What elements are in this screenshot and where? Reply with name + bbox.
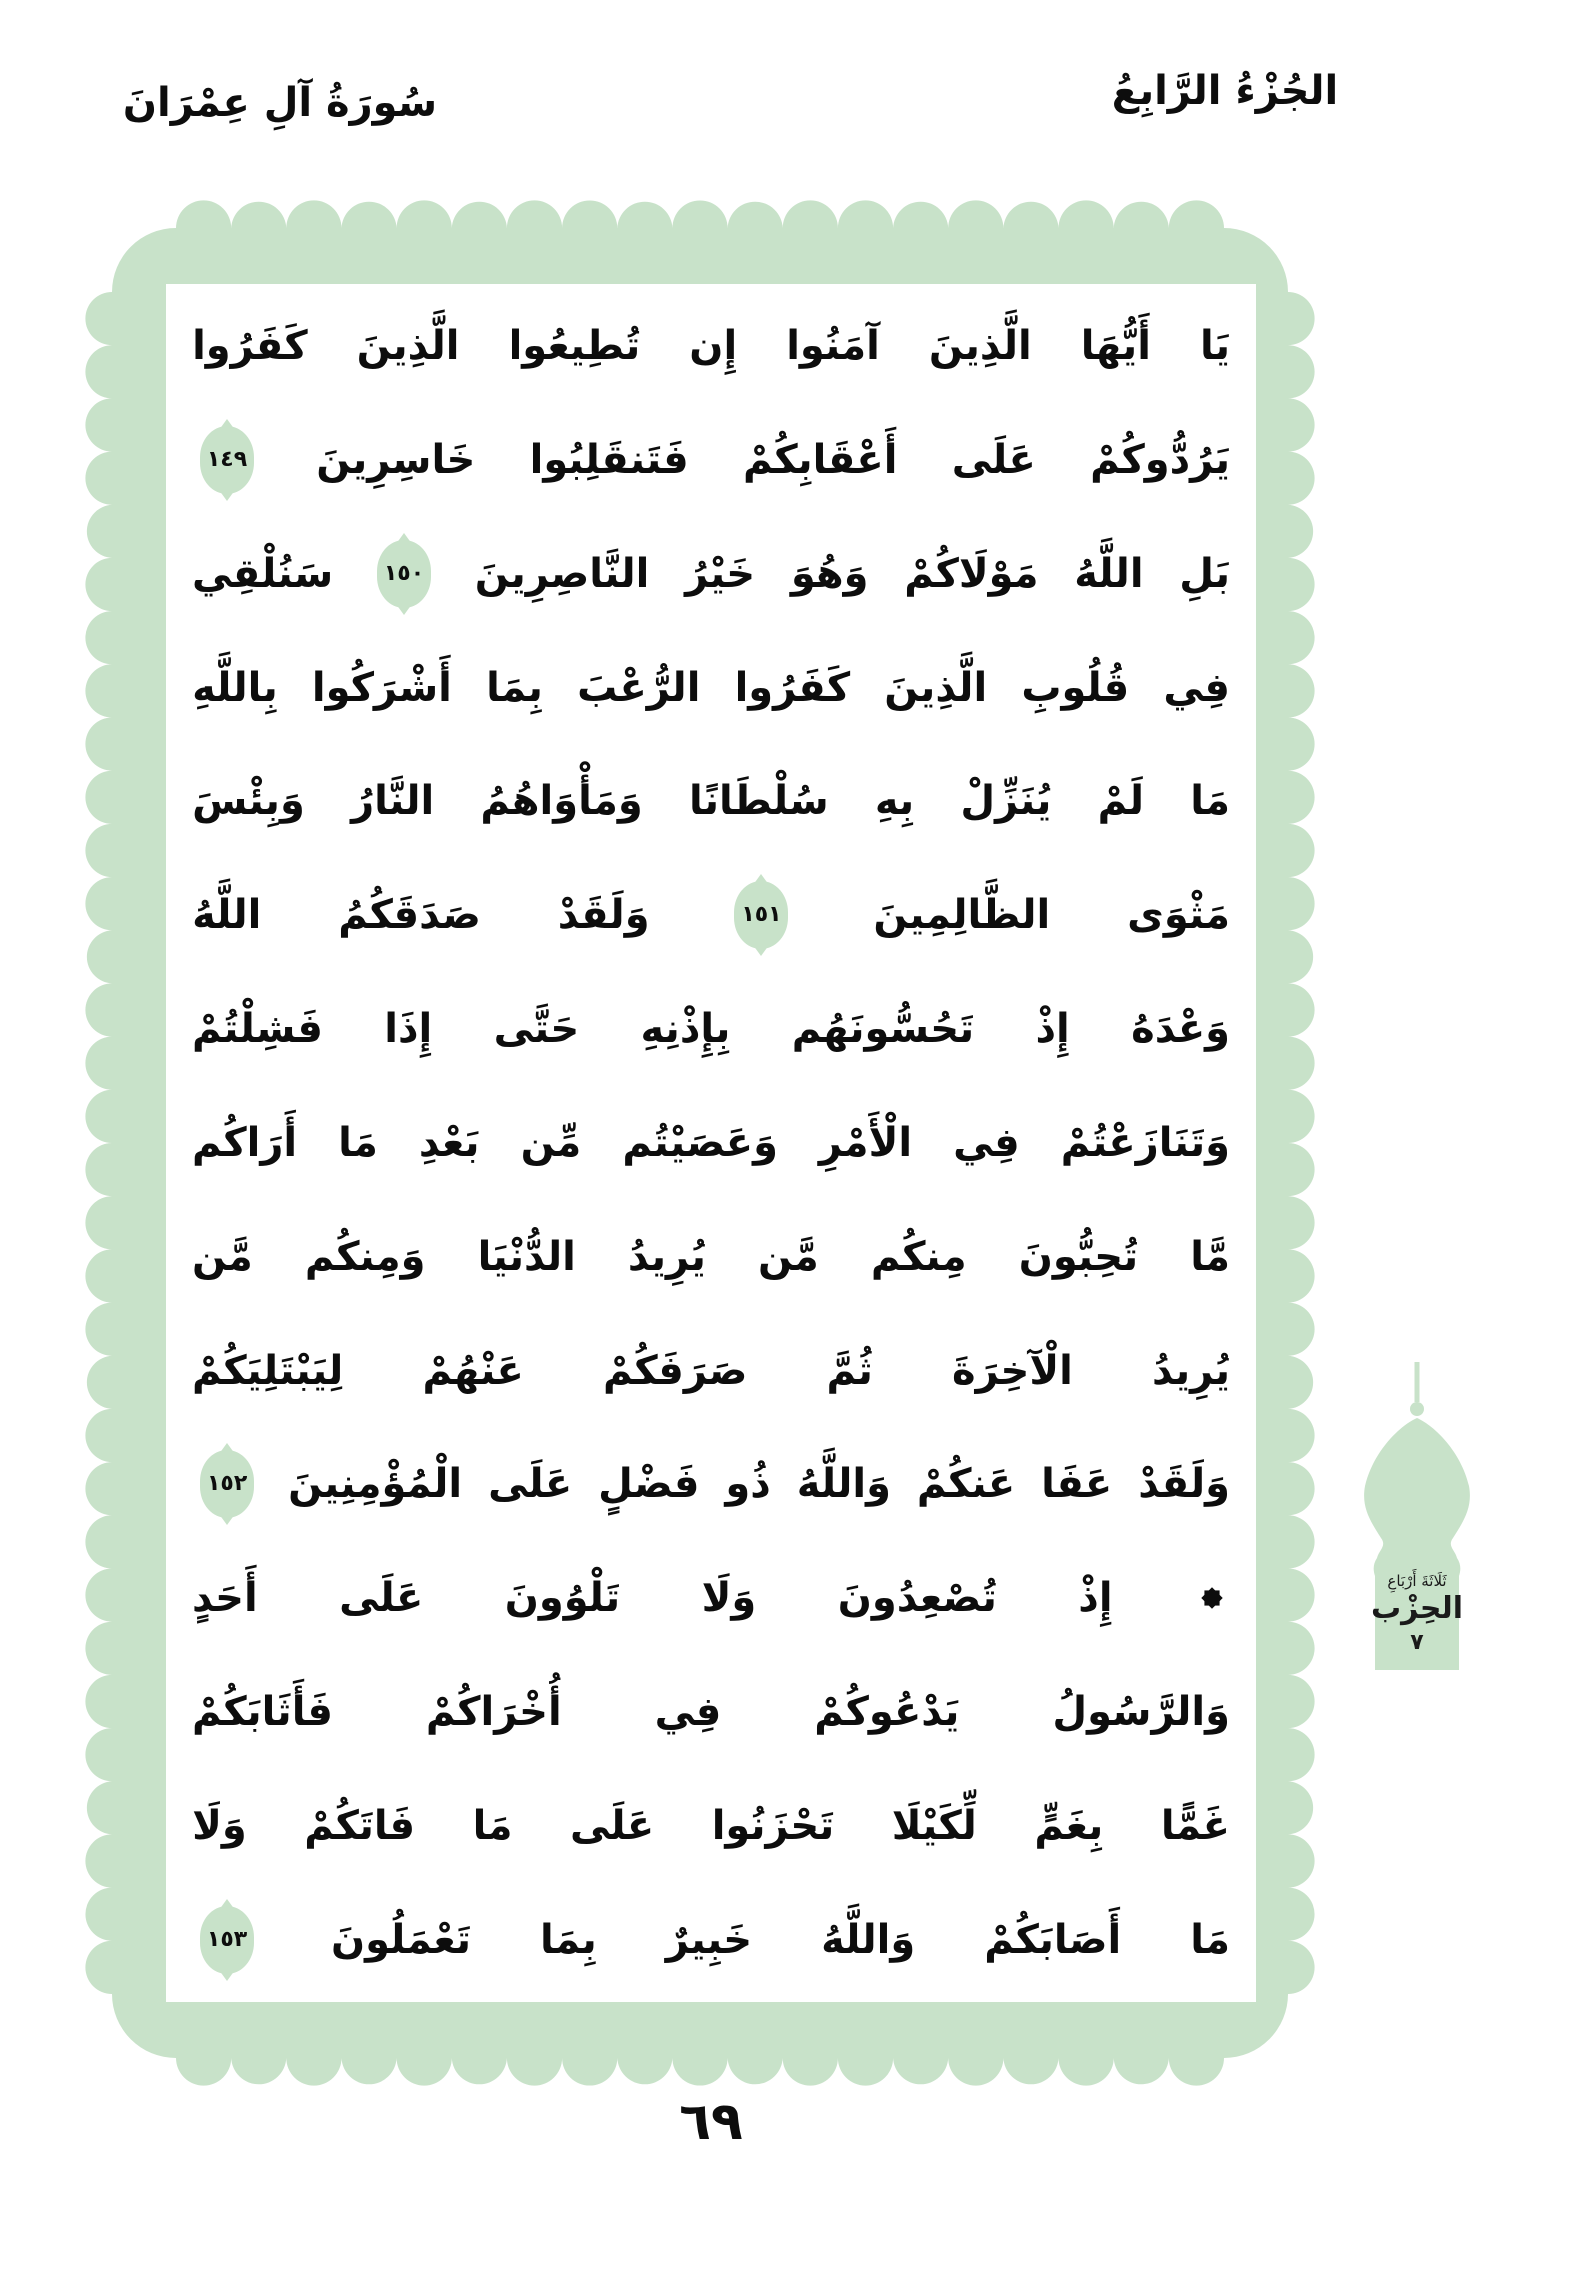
- quran-word: غَمًّا: [1160, 1802, 1230, 1849]
- quran-word: خَاسِرِينَ: [316, 436, 476, 483]
- mushaf-line: [192, 408, 1230, 512]
- quran-word: أَحَدٍ: [192, 1575, 258, 1622]
- rub-el-hizb-icon: [1198, 1584, 1226, 1612]
- quran-word: تَحْزَنُوا: [711, 1802, 835, 1849]
- quran-word: خَيْرُ: [685, 550, 756, 597]
- quran-word: أَعْقَابِكُمْ: [742, 436, 898, 483]
- quran-word: تُصْعِدُونَ: [837, 1575, 997, 1622]
- quran-word: بِمَا: [539, 1916, 597, 1963]
- ayah-number: ١٤٩: [206, 446, 248, 472]
- quran-word: النَّاصِرِينَ: [474, 550, 650, 597]
- mushaf-line: [192, 749, 1230, 853]
- quran-word: وَاللَّهُ: [796, 1461, 891, 1508]
- quran-word: بِغَمٍّ: [1034, 1802, 1104, 1849]
- quran-word: تُحِبُّونَ: [1018, 1233, 1139, 1280]
- quran-word: سَنُلْقِي: [192, 550, 334, 597]
- quran-word: صَرَفَكُمْ: [603, 1347, 748, 1394]
- quran-word: الْأَمْرِ: [818, 1119, 913, 1166]
- quran-word: الَّذِينَ: [884, 664, 988, 711]
- quran-word: أَصَابَكُمْ: [984, 1916, 1122, 1963]
- mushaf-line: [192, 1432, 1230, 1536]
- quran-word: وَعْدَهُ: [1131, 1006, 1230, 1053]
- quran-word: مَا: [1190, 1916, 1230, 1963]
- ayah-number: ١٥٣: [206, 1926, 248, 1952]
- quran-word: لَمْ: [1097, 778, 1144, 825]
- ayah-number-marker: [377, 540, 431, 608]
- quran-word: إِذْ: [1035, 1006, 1070, 1053]
- mushaf-line: [192, 863, 1230, 967]
- mushaf-line: [192, 1888, 1230, 1992]
- quran-word: اللَّهُ: [192, 892, 262, 939]
- quran-word: وَمَأْوَاهُمُ: [480, 778, 643, 825]
- quran-word: وَعَصَيْتُم: [622, 1119, 778, 1166]
- quran-word: إِذَا: [384, 1006, 433, 1053]
- quran-word: وَبِئْسَ: [192, 778, 305, 825]
- quran-word: مَثْوَى: [1127, 892, 1230, 939]
- quran-word: وَالرَّسُولُ: [1052, 1689, 1230, 1736]
- ayah-number: ١٥١: [741, 902, 782, 928]
- quran-word: مَّا: [1190, 1233, 1230, 1280]
- quran-word: أَرَاكُم: [192, 1119, 298, 1166]
- hizb-quarter-marker: [1341, 1362, 1493, 1670]
- ayah-number: ١٥٠: [383, 560, 425, 586]
- quran-word: كَفَرُوا: [734, 664, 851, 711]
- quran-word: بَلِ: [1179, 550, 1230, 597]
- quran-word: وَلَا: [701, 1575, 757, 1622]
- quran-word: فِي: [1163, 664, 1230, 711]
- quran-word: مِنكُم: [870, 1233, 967, 1280]
- quran-word: الْمُؤْمِنِينَ: [288, 1461, 463, 1508]
- quran-word: تُطِيعُوا: [508, 323, 641, 369]
- mushaf-line: [192, 1205, 1230, 1309]
- quran-text-area: [166, 284, 1256, 2002]
- quran-word: فِي: [654, 1689, 722, 1736]
- quran-word: تَلْوُونَ: [504, 1575, 621, 1622]
- quran-word: سُلْطَانًا: [688, 778, 829, 825]
- quran-word: وَمِنكُم: [304, 1233, 426, 1280]
- quran-word: وَهُوَ: [790, 550, 869, 597]
- quran-word: مَا: [472, 1802, 513, 1849]
- mushaf-line: [192, 1660, 1230, 1764]
- mushaf-line: [192, 1546, 1230, 1650]
- quran-word: تَحُسُّونَهُم: [791, 1006, 975, 1053]
- quran-word: تَعْمَلُونَ: [331, 1916, 471, 1963]
- quran-word: صَدَقَكُمُ: [338, 892, 481, 939]
- quran-word: يُرِيدُ: [1151, 1347, 1230, 1394]
- quran-word: وَاللَّهُ: [821, 1916, 916, 1963]
- mushaf-line: [192, 294, 1230, 398]
- juz-title: الجُزْءُ الرَّابِعُ: [1111, 68, 1339, 114]
- quran-word: عَفَا: [1041, 1461, 1113, 1508]
- quran-word: الظَّالِمِينَ: [873, 892, 1051, 939]
- surah-title: سُورَةُ آلِ عِمْرَانَ: [122, 80, 438, 126]
- quran-word: فَشِلْتُمْ: [192, 1006, 323, 1053]
- ayah-number: ١٥٢: [206, 1471, 248, 1497]
- quran-word: بِمَا: [486, 664, 543, 711]
- quran-word: أَيُّهَا: [1080, 323, 1151, 369]
- quran-word: عَلَى: [570, 1802, 655, 1849]
- quran-word: أُخْرَاكُمْ: [425, 1689, 562, 1736]
- quran-word: وَتَنَازَعْتُمْ: [1060, 1119, 1230, 1166]
- page-number: ٦٩: [679, 2092, 743, 2152]
- quran-word: مَوْلَاكُمْ: [904, 550, 1039, 597]
- quran-word: مِّن: [520, 1119, 582, 1166]
- mushaf-line: [192, 522, 1230, 626]
- quran-word: كَفَرُوا: [192, 323, 308, 369]
- quran-word: الرُّعْبَ: [577, 664, 701, 711]
- quran-word: يَرُدُّوكُمْ: [1090, 436, 1230, 483]
- quran-word: فَأَثَابَكُمْ: [192, 1689, 333, 1736]
- quran-word: حَتَّى: [493, 1006, 580, 1053]
- quran-word: وَلَقَدْ: [557, 892, 650, 939]
- mushaf-line: [192, 1319, 1230, 1423]
- quran-word: وَلَا: [192, 1802, 247, 1849]
- quran-word: مَّن: [192, 1233, 253, 1280]
- mushaf-line: [192, 636, 1230, 740]
- quran-word: الْآخِرَةَ: [952, 1347, 1073, 1394]
- hizb-word-label: الحِزْب: [1371, 1590, 1463, 1626]
- quran-word: الَّذِينَ: [928, 323, 1032, 369]
- quran-word: عَلَى: [488, 1461, 573, 1508]
- quran-word: يَدْعُوكُمْ: [814, 1689, 960, 1736]
- quran-word: لِيَبْتَلِيَكُمْ: [192, 1347, 344, 1394]
- ayah-number-marker: [200, 1906, 254, 1974]
- hizb-fraction-label: ثَلَاثَةَ أَرْبَاعِ: [1387, 1571, 1447, 1590]
- quran-word: فِي: [953, 1119, 1020, 1166]
- quran-word: يَا: [1199, 323, 1230, 369]
- quran-word: مَا: [338, 1119, 378, 1166]
- quran-word: إِن: [689, 323, 738, 369]
- ayah-number-marker: [734, 881, 788, 949]
- quran-word: وَلَقَدْ: [1138, 1461, 1230, 1508]
- quran-word: خَبِيرٌ: [665, 1916, 753, 1963]
- quran-word: آمَنُوا: [786, 323, 880, 369]
- mushaf-line: [192, 1774, 1230, 1878]
- quran-word: اللَّهُ: [1074, 550, 1144, 597]
- ayah-number-marker: [200, 1450, 254, 1518]
- quran-word: الدُّنْيَا: [477, 1233, 576, 1280]
- quran-word: يُرِيدُ: [627, 1233, 706, 1280]
- quran-word: لِّكَيْلَا: [891, 1802, 977, 1849]
- quran-word: بِاللَّهِ: [192, 664, 278, 711]
- quran-word: فَاتَكُمْ: [304, 1802, 416, 1849]
- quran-word: ذُو: [725, 1461, 771, 1508]
- quran-word: النَّارُ: [351, 778, 435, 825]
- quran-word: فَضْلٍ: [598, 1461, 700, 1508]
- quran-word: أَشْرَكُوا: [311, 664, 452, 711]
- hizb-marker-text: [1341, 1362, 1493, 1670]
- quran-word: إِذْ: [1078, 1575, 1113, 1622]
- quran-word: الَّذِينَ: [356, 323, 460, 369]
- ayah-number-marker: [200, 426, 254, 494]
- quran-word: ثُمَّ: [826, 1347, 873, 1394]
- mushaf-line: [192, 1091, 1230, 1195]
- hizb-number-label: ٧: [1410, 1630, 1424, 1655]
- quran-word: مَا: [1190, 778, 1230, 825]
- quran-word: بَعْدِ: [418, 1119, 480, 1166]
- quran-word: عَلَى: [951, 436, 1036, 483]
- quran-word: فَتَنقَلِبُوا: [529, 436, 689, 483]
- mushaf-line: [192, 977, 1230, 1081]
- quran-word: يُنَزِّلْ: [960, 778, 1052, 825]
- quran-word: بِإِذْنِهِ: [640, 1006, 731, 1053]
- quran-word: بِهِ: [874, 778, 915, 825]
- quran-word: عَلَى: [339, 1575, 424, 1622]
- quran-word: مَّن: [758, 1233, 819, 1280]
- quran-word: عَنكُمْ: [916, 1461, 1016, 1508]
- quran-word: قُلُوبِ: [1021, 664, 1130, 711]
- quran-word: عَنْهُمْ: [422, 1347, 524, 1394]
